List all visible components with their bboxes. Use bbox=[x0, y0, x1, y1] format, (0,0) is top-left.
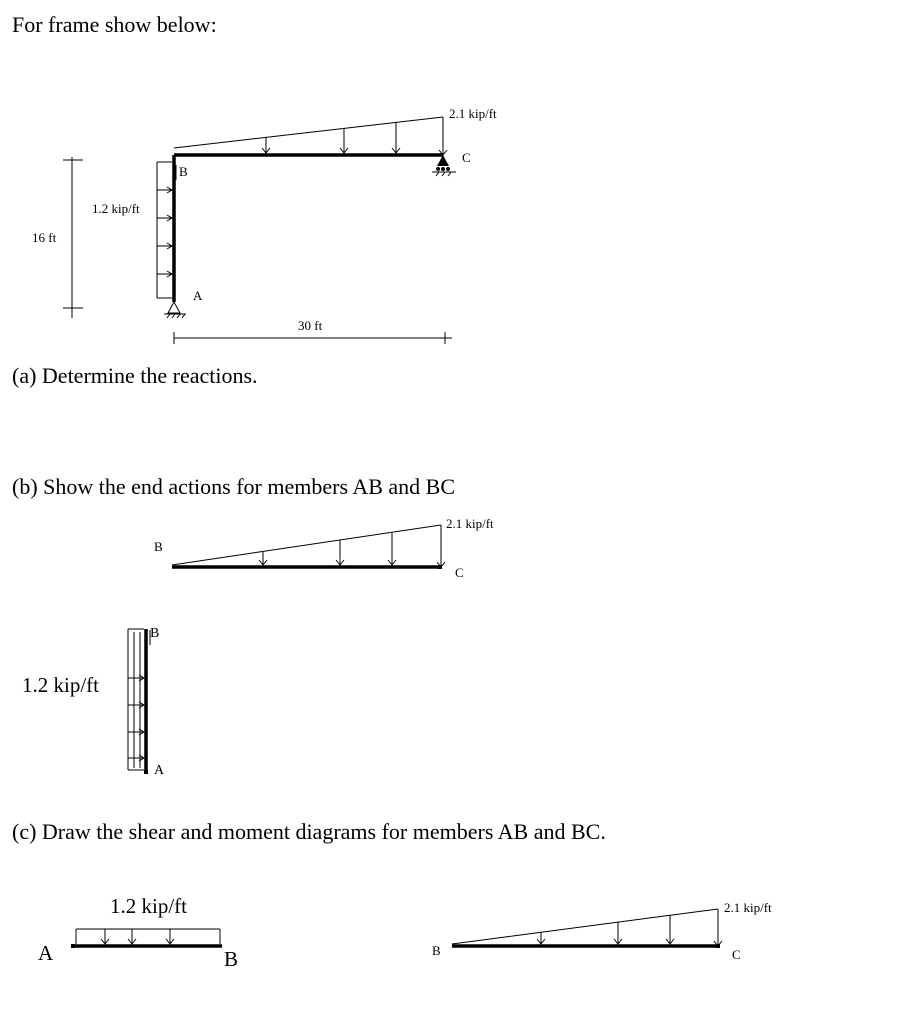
roller-support-c bbox=[432, 155, 456, 176]
trapezoidal-load-bc bbox=[174, 117, 447, 155]
part-c-question: (c) Draw the shear and moment diagrams for members AB and BC. bbox=[12, 819, 606, 844]
span-dimension-label: 30 ft bbox=[298, 318, 323, 333]
load-label-ab: 1.2 kip/ft bbox=[92, 201, 140, 216]
part-b-question: (b) Show the end actions for members AB and BC bbox=[12, 474, 455, 499]
member-bc-beam bbox=[432, 900, 772, 962]
beam-bc-node-b-label: B bbox=[432, 943, 441, 958]
node-c-label: C bbox=[462, 150, 471, 165]
ab-node-a-label: A bbox=[154, 763, 165, 778]
bc-node-b-label: B bbox=[154, 539, 163, 554]
member-ab-beam bbox=[38, 894, 238, 971]
node-b-label: B bbox=[179, 164, 188, 179]
pin-support-a bbox=[164, 302, 186, 318]
bc-load-label: 2.1 kip/ft bbox=[446, 516, 494, 531]
frame-figure bbox=[32, 106, 497, 344]
ab-load-label: 1.2 kip/ft bbox=[22, 673, 99, 697]
span-dimension bbox=[174, 332, 452, 344]
beam-ab-node-b-label: B bbox=[224, 947, 239, 971]
height-dimension-label: 16 ft bbox=[32, 230, 57, 245]
node-a-label: A bbox=[193, 288, 203, 303]
member-ab-free-body bbox=[22, 626, 165, 778]
load-label-bc: 2.1 kip/ft bbox=[449, 106, 497, 121]
bc-node-c-label: C bbox=[455, 565, 464, 580]
beam-ab-load-label: 1.2 kip/ft bbox=[110, 894, 187, 918]
beam-bc-load-label: 2.1 kip/ft bbox=[724, 900, 772, 915]
member-bc-free-body bbox=[154, 516, 494, 580]
beam-bc-node-c-label: C bbox=[732, 947, 741, 962]
problem-title: For frame show below: bbox=[12, 12, 217, 37]
part-a-question: (a) Determine the reactions. bbox=[12, 363, 258, 388]
beam-ab-node-a-label: A bbox=[38, 941, 54, 965]
height-dimension bbox=[63, 157, 83, 318]
uniform-load-ab bbox=[157, 162, 172, 298]
ab-node-b-label: B bbox=[150, 626, 160, 641]
